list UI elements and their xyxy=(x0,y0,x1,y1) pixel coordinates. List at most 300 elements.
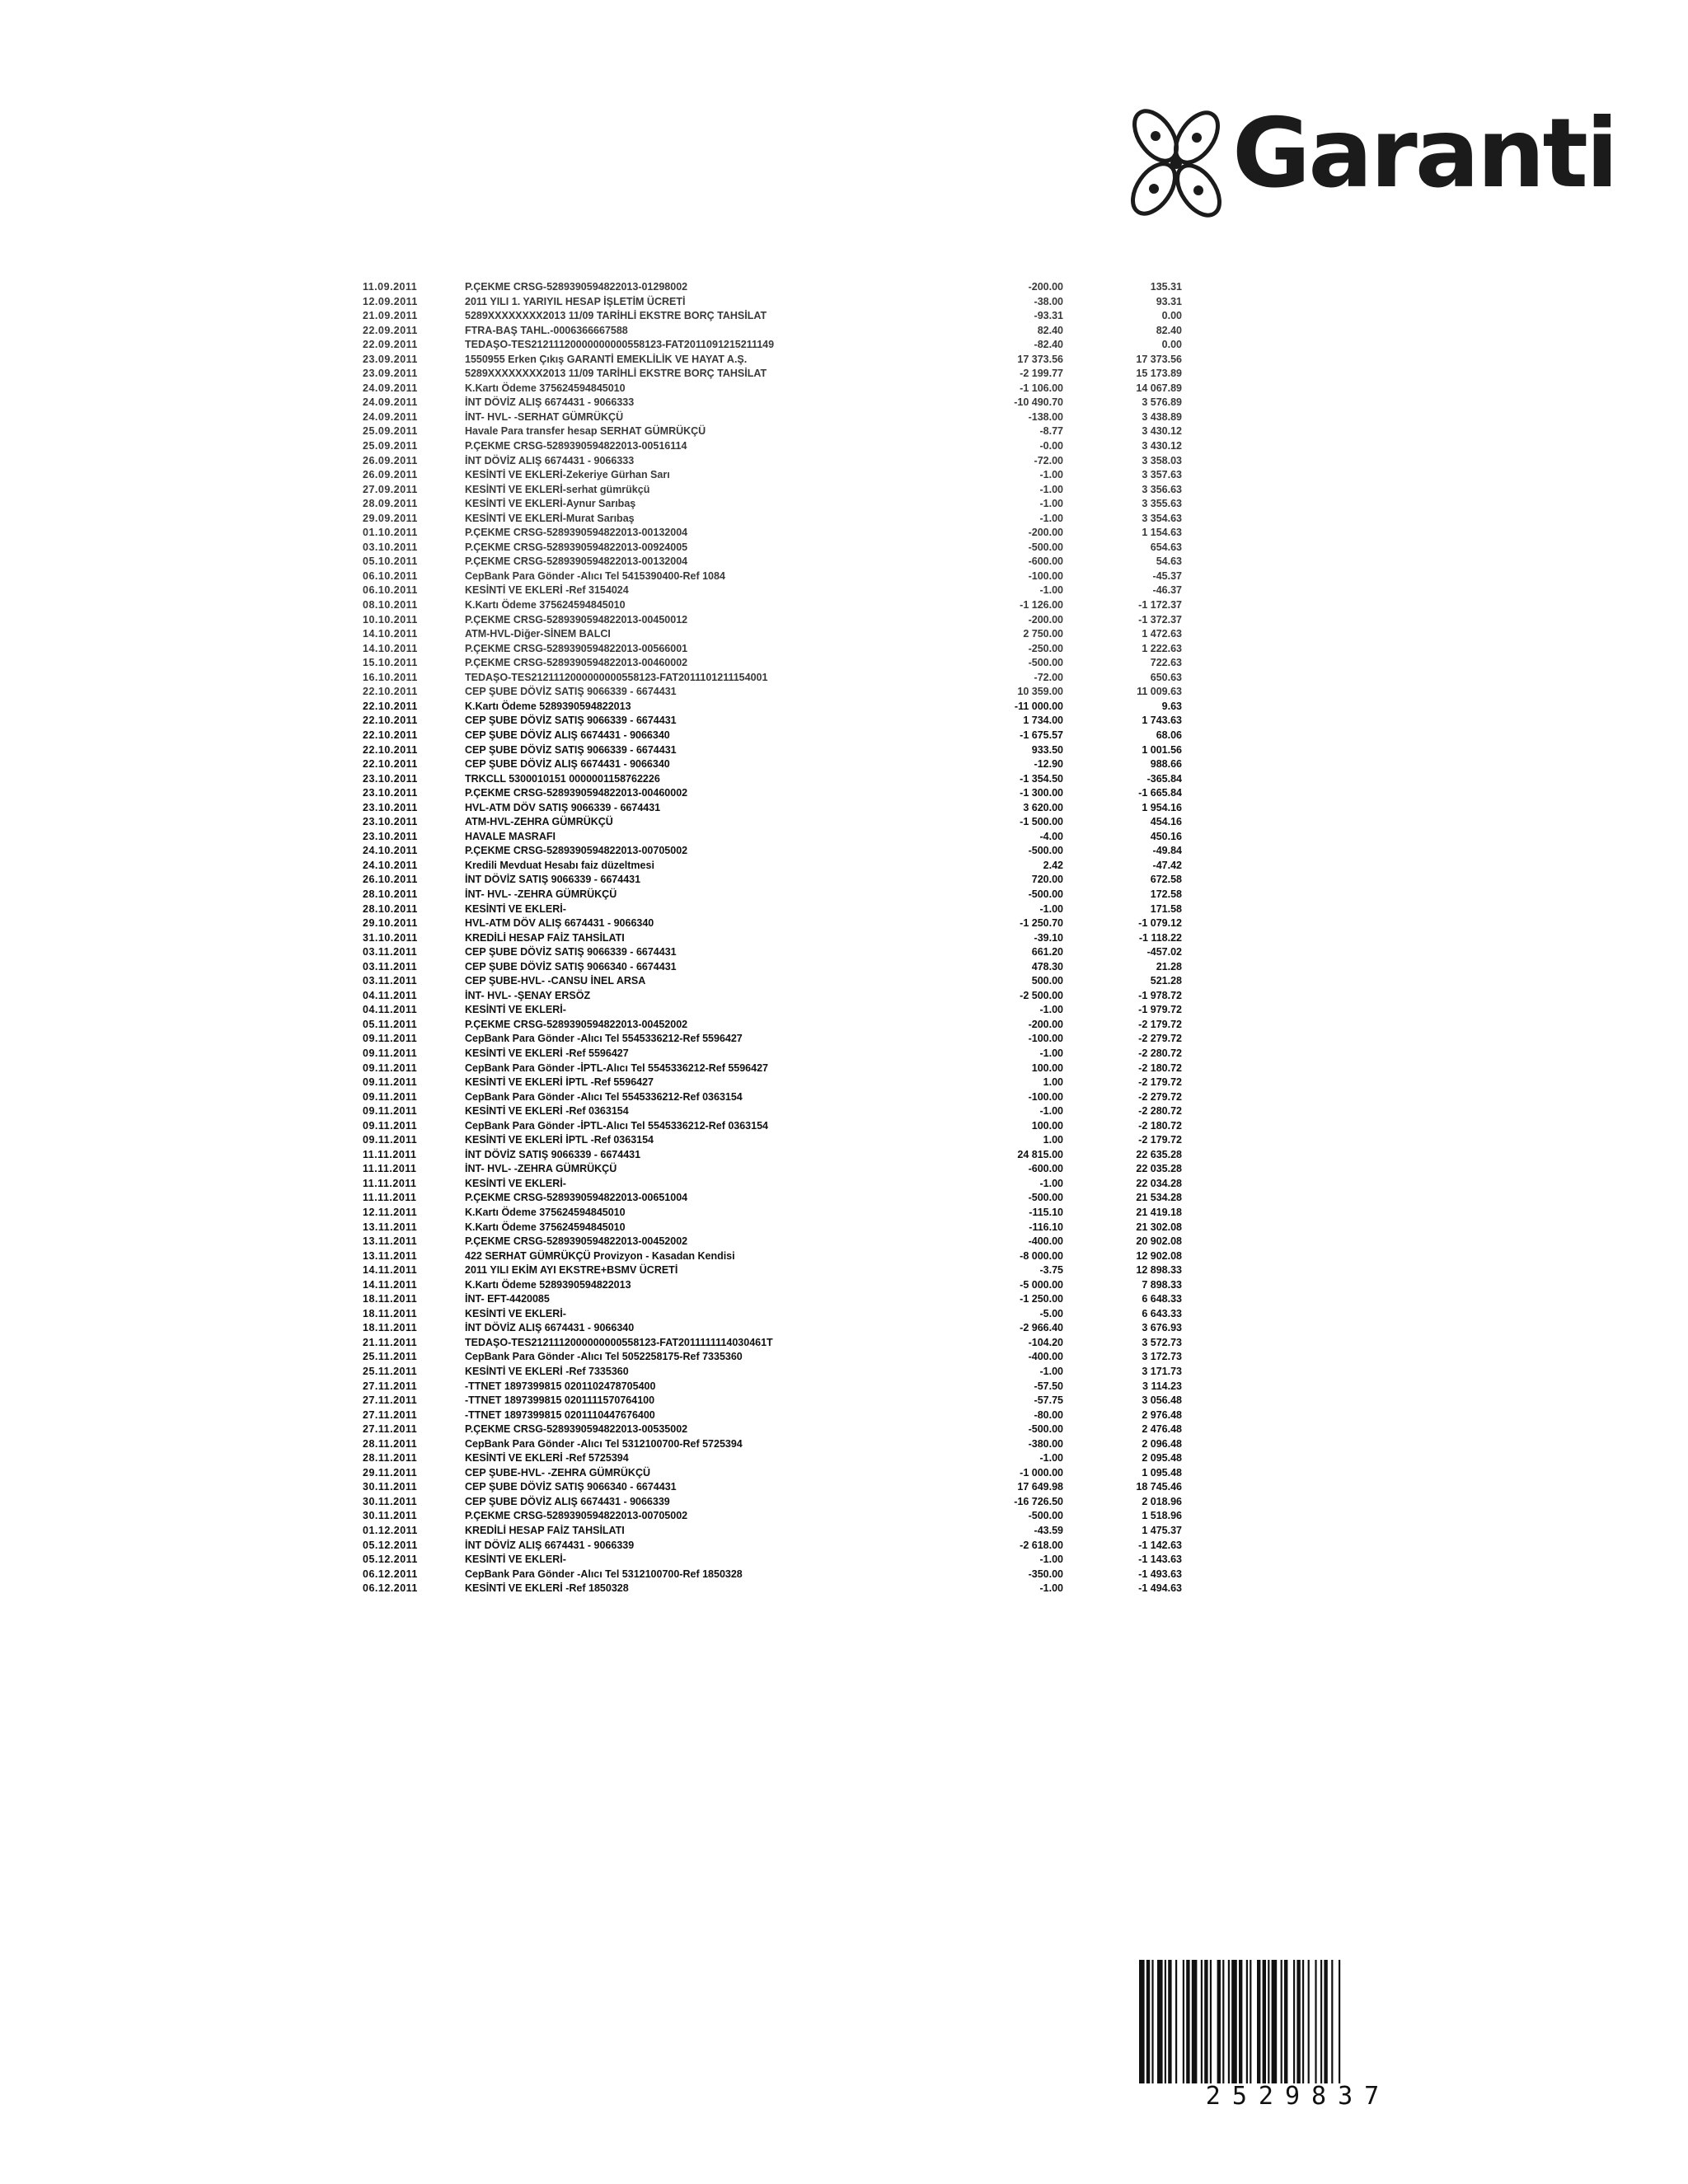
transaction-amount: -116.10 xyxy=(1029,1221,1063,1233)
transaction-amount: -8.77 xyxy=(1039,425,1063,438)
transaction-description: İNT- HVL- -ZEHRA GÜMRÜKÇÜ xyxy=(465,1163,617,1175)
transaction-date: 14.11.2011 xyxy=(363,1278,418,1291)
transaction-amount: -93.31 xyxy=(1034,310,1063,322)
transaction-balance: 22 635.28 xyxy=(1136,1148,1182,1160)
transaction-date: 22.09.2011 xyxy=(363,324,418,336)
transaction-balance: -1 372.37 xyxy=(1138,613,1182,626)
transaction-amount: -500.00 xyxy=(1028,1192,1063,1204)
transaction-date: 14.11.2011 xyxy=(363,1264,418,1277)
barcode-bar xyxy=(1186,1960,1189,2083)
transaction-row xyxy=(363,1133,1195,1148)
transaction-date: 26.09.2011 xyxy=(363,454,418,466)
transaction-date: 11.11.2011 xyxy=(363,1148,417,1160)
transaction-row xyxy=(363,1422,1195,1437)
transaction-description: KESİNTİ VE EKLERİ- xyxy=(465,902,566,915)
barcode-bar xyxy=(1165,1960,1166,2083)
transaction-row xyxy=(363,1076,1195,1090)
transaction-row xyxy=(363,786,1195,801)
transaction-date: 14.10.2011 xyxy=(363,642,418,654)
transaction-row xyxy=(363,873,1195,888)
transaction-amount: 100.00 xyxy=(1031,1119,1063,1132)
transaction-description: CepBank Para Gönder -Alıcı Tel 5415390400-Ref 1084 xyxy=(465,569,725,582)
barcode-bar xyxy=(1284,1960,1287,2083)
transaction-balance: 171.58 xyxy=(1150,902,1182,915)
transaction-balance: 3 172.73 xyxy=(1142,1351,1182,1363)
transaction-date: 10.10.2011 xyxy=(363,613,418,626)
transaction-date: 12.11.2011 xyxy=(363,1207,418,1218)
transaction-description: P.ÇEKME CRSG-5289390594822013-00450012 xyxy=(465,613,688,626)
transaction-date: 23.10.2011 xyxy=(363,787,418,799)
transaction-amount: -39.10 xyxy=(1034,931,1063,944)
brand-name: Garanti xyxy=(1232,98,1616,209)
transaction-row xyxy=(363,468,1195,483)
transaction-date: 11.09.2011 xyxy=(363,281,418,293)
transaction-amount: -82.40 xyxy=(1034,339,1063,351)
transaction-balance: 3 056.48 xyxy=(1142,1394,1182,1407)
barcode-bar xyxy=(1231,1960,1237,2083)
transaction-date: 05.12.2011 xyxy=(363,1539,418,1551)
transaction-amount: -100.00 xyxy=(1028,1033,1063,1045)
barcode-bar xyxy=(1183,1960,1184,2083)
transaction-row xyxy=(363,497,1195,512)
transaction-amount: -1.00 xyxy=(1039,1452,1063,1465)
transaction-row xyxy=(363,454,1195,469)
transaction-row xyxy=(363,613,1195,628)
transaction-amount: 1 734.00 xyxy=(1023,715,1063,727)
transaction-date: 27.11.2011 xyxy=(363,1380,418,1392)
transaction-date: 25.09.2011 xyxy=(363,425,418,438)
barcode-bar xyxy=(1168,1960,1171,2083)
transaction-date: 22.10.2011 xyxy=(363,758,418,771)
transaction-date: 13.11.2011 xyxy=(363,1235,418,1248)
transaction-date: 25.11.2011 xyxy=(363,1351,418,1363)
transaction-balance: 6 643.33 xyxy=(1142,1307,1182,1319)
transaction-date: 22.10.2011 xyxy=(363,686,418,698)
transaction-date: 28.11.2011 xyxy=(363,1437,418,1450)
transaction-date: 18.11.2011 xyxy=(363,1322,418,1334)
transaction-amount: -104.20 xyxy=(1028,1336,1063,1348)
transaction-amount: 17 649.98 xyxy=(1017,1481,1063,1493)
transaction-row xyxy=(363,1177,1195,1192)
transaction-amount: -1.00 xyxy=(1039,1105,1063,1118)
transaction-date: 11.11.2011 xyxy=(363,1192,417,1204)
transaction-description: İNT DÖVİZ ALIŞ 6674431 - 9066333 xyxy=(465,396,635,409)
transaction-row xyxy=(363,1104,1195,1119)
transaction-row xyxy=(363,483,1195,498)
transaction-balance: 654.63 xyxy=(1150,541,1182,553)
transaction-description: KESİNTİ VE EKLERİ- xyxy=(465,1004,566,1016)
transaction-row xyxy=(363,1466,1195,1481)
transaction-description: KESİNTİ VE EKLERİ -Ref 0363154 xyxy=(465,1105,629,1118)
transaction-amount: -1.00 xyxy=(1039,584,1063,597)
transaction-date: 27.09.2011 xyxy=(363,483,418,495)
transaction-description: KESİNTİ VE EKLERİ-Zekeriye Gürhan Sarı xyxy=(465,469,670,481)
transaction-amount: -8 000.00 xyxy=(1020,1249,1063,1262)
transaction-date: 11.11.2011 xyxy=(363,1177,417,1189)
transaction-amount: 933.50 xyxy=(1031,743,1063,756)
transaction-description: 2011 YILI EKİM AYI EKSTRE+BSMV ÜCRETİ xyxy=(465,1264,678,1277)
transaction-description: P.ÇEKME CRSG-5289390594822013-00132004 xyxy=(465,527,688,539)
transaction-amount: -57.50 xyxy=(1034,1380,1063,1392)
transaction-description: P.ÇEKME CRSG-5289390594822013-00460002 xyxy=(465,787,688,799)
transaction-description: P.ÇEKME CRSG-5289390594822013-00452002 xyxy=(465,1235,688,1248)
transaction-date: 03.11.2011 xyxy=(363,975,418,987)
transaction-balance: 21 419.18 xyxy=(1136,1207,1182,1218)
transaction-date: 27.11.2011 xyxy=(363,1423,418,1436)
transaction-date: 08.10.2011 xyxy=(363,599,418,612)
transaction-amount: 1.00 xyxy=(1043,1134,1063,1146)
transaction-description: İNT DÖVİZ ALIŞ 6674431 - 9066333 xyxy=(465,454,635,466)
transaction-balance: -2 280.72 xyxy=(1138,1105,1182,1118)
transaction-amount: 2 750.00 xyxy=(1023,628,1063,640)
transaction-amount: 82.40 xyxy=(1037,324,1063,336)
transaction-amount: 478.30 xyxy=(1031,960,1063,972)
transaction-balance: 3 430.12 xyxy=(1142,425,1182,438)
transaction-description: FTRA-BAŞ TAHL.-0006366667588 xyxy=(465,324,628,336)
transaction-row xyxy=(363,1263,1195,1278)
transaction-balance: 1 222.63 xyxy=(1142,642,1182,654)
transaction-description: İNT DÖVİZ SATIŞ 9066339 - 6674431 xyxy=(465,1148,641,1160)
transaction-balance: -46.37 xyxy=(1152,584,1182,597)
transaction-row xyxy=(363,424,1195,439)
transaction-date: 26.09.2011 xyxy=(363,469,418,481)
transaction-amount: 3 620.00 xyxy=(1023,801,1063,813)
transaction-balance: 3 358.03 xyxy=(1142,454,1182,466)
transaction-row xyxy=(363,902,1195,917)
transaction-row xyxy=(363,353,1195,368)
transaction-balance: 82.40 xyxy=(1156,324,1182,336)
transaction-date: 24.10.2011 xyxy=(363,859,418,871)
transaction-balance: 1 095.48 xyxy=(1142,1466,1182,1479)
transaction-row xyxy=(363,1495,1195,1510)
transaction-amount: -1.00 xyxy=(1039,512,1063,524)
transaction-description: HVL-ATM DÖV SATIŞ 9066339 - 6674431 xyxy=(465,801,661,813)
transaction-description: K.Kartı Ödeme 5289390594822013 xyxy=(465,1278,631,1291)
transaction-date: 09.11.2011 xyxy=(363,1090,418,1103)
transaction-amount: 720.00 xyxy=(1031,874,1063,886)
transaction-balance: -1 979.72 xyxy=(1138,1004,1182,1016)
barcode-bar xyxy=(1210,1960,1212,2083)
barcode-number: 2529837 xyxy=(1205,2082,1391,2111)
transaction-balance: -1 142.63 xyxy=(1138,1539,1182,1551)
transaction-date: 09.11.2011 xyxy=(363,1062,418,1074)
transaction-balance: 0.00 xyxy=(1161,310,1182,322)
transaction-row xyxy=(363,729,1195,743)
transaction-amount: -1 250.70 xyxy=(1020,917,1063,930)
transaction-row xyxy=(363,830,1195,845)
transaction-date: 28.09.2011 xyxy=(363,498,418,510)
transaction-balance: 93.31 xyxy=(1156,295,1182,307)
transaction-description: KESİNTİ VE EKLERİ- xyxy=(465,1554,566,1566)
transaction-row xyxy=(363,931,1195,946)
transaction-amount: 661.20 xyxy=(1031,946,1063,958)
transaction-amount: -1.00 xyxy=(1039,1554,1063,1566)
transaction-row xyxy=(363,714,1195,729)
transaction-row xyxy=(363,1003,1195,1018)
transaction-balance: 18 745.46 xyxy=(1136,1481,1182,1493)
barcode-bar xyxy=(1315,1960,1316,2083)
transaction-description: CepBank Para Gönder -Alıcı Tel 5312100700-Ref 1850328 xyxy=(465,1568,743,1580)
transaction-balance: 3 356.63 xyxy=(1142,483,1182,495)
transaction-description: P.ÇEKME CRSG-5289390594822013-00460002 xyxy=(465,657,688,669)
barcode-bar xyxy=(1293,1960,1295,2083)
transaction-description: İNT- HVL- -ŞENAY ERSÖZ xyxy=(465,989,591,1001)
transaction-description: KESİNTİ VE EKLERİ- xyxy=(465,1177,566,1189)
transaction-row xyxy=(363,859,1195,874)
transaction-description: -TTNET 1897399815 0201102478705400 xyxy=(465,1380,656,1392)
transaction-row xyxy=(363,700,1195,715)
transaction-description: K.Kartı Ödeme 375624594845010 xyxy=(465,1207,626,1218)
transaction-date: 31.10.2011 xyxy=(363,931,418,944)
transaction-row xyxy=(363,801,1195,816)
transaction-date: 09.11.2011 xyxy=(363,1134,418,1146)
transaction-date: 28.10.2011 xyxy=(363,902,418,915)
barcode-bar xyxy=(1192,1960,1198,2083)
transaction-description: TEDAŞO-TES2121112000000000558123-FAT2011101211154001 xyxy=(465,671,768,683)
transaction-balance: 988.66 xyxy=(1150,758,1182,771)
transaction-amount: -2 966.40 xyxy=(1020,1322,1063,1334)
transaction-description: K.Kartı Ödeme 375624594845010 xyxy=(465,1221,626,1233)
transaction-balance: 3 114.23 xyxy=(1142,1380,1182,1392)
transaction-date: 23.10.2011 xyxy=(363,801,418,813)
transaction-row xyxy=(363,541,1195,555)
transaction-date: 09.11.2011 xyxy=(363,1033,418,1045)
transaction-row xyxy=(363,1568,1195,1582)
transaction-description: P.ÇEKME CRSG-5289390594822013-00651004 xyxy=(465,1192,688,1204)
transaction-amount: -1 126.00 xyxy=(1020,599,1063,612)
barcode-bar xyxy=(1175,1960,1177,2083)
transaction-description: TEDAŞO-TES2121112000000000558123-FAT2011111114030461T xyxy=(465,1336,773,1348)
transaction-balance: 0.00 xyxy=(1161,339,1182,351)
transaction-description: KESİNTİ VE EKLERİ-Aynur Sarıbaş xyxy=(465,498,636,510)
barcode-bar xyxy=(1324,1960,1327,2083)
transaction-date: 13.11.2011 xyxy=(363,1221,418,1233)
transaction-balance: 172.58 xyxy=(1150,888,1182,900)
transaction-balance: 135.31 xyxy=(1150,281,1182,293)
barcode-bar xyxy=(1320,1960,1322,2083)
barcode-bar xyxy=(1239,1960,1242,2083)
transaction-row xyxy=(363,671,1195,686)
transaction-balance: 21 302.08 xyxy=(1136,1221,1182,1233)
transaction-amount: -1 250.00 xyxy=(1020,1293,1063,1305)
transaction-balance: 3 357.63 xyxy=(1142,469,1182,481)
transaction-row xyxy=(363,743,1195,758)
transaction-row xyxy=(363,1539,1195,1554)
transaction-amount: -1.00 xyxy=(1039,469,1063,481)
transaction-row xyxy=(363,1553,1195,1568)
transaction-amount: -138.00 xyxy=(1028,410,1063,423)
transaction-date: 22.10.2011 xyxy=(363,715,418,727)
transaction-row xyxy=(363,1047,1195,1062)
transaction-amount: -115.10 xyxy=(1029,1207,1063,1218)
transaction-amount: -1 675.57 xyxy=(1020,729,1063,741)
transaction-description: P.ÇEKME CRSG-5289390594822013-00452002 xyxy=(465,1018,688,1030)
transaction-amount: -2 618.00 xyxy=(1020,1539,1063,1551)
transaction-description: P.ÇEKME CRSG-5289390594822013-00132004 xyxy=(465,555,688,568)
transaction-row xyxy=(363,960,1195,975)
transaction-balance: 12 898.33 xyxy=(1136,1264,1182,1277)
transaction-amount: -11 000.00 xyxy=(1014,700,1063,712)
transaction-date: 30.11.2011 xyxy=(363,1495,418,1507)
transaction-balance: -2 279.72 xyxy=(1138,1033,1182,1045)
transaction-amount: -500.00 xyxy=(1028,541,1063,553)
transaction-balance: 2 096.48 xyxy=(1142,1437,1182,1450)
transaction-balance: -1 079.12 xyxy=(1138,917,1182,930)
transaction-description: 5289XXXXXXXX2013 11/09 TARİHLİ EKSTRE BORÇ TAHSİLAT xyxy=(465,368,767,380)
barcode-bar xyxy=(1204,1960,1207,2083)
transaction-description: KESİNTİ VE EKLERİ-serhat gümrükçü xyxy=(465,483,650,495)
transaction-row xyxy=(363,1292,1195,1307)
transaction-balance: 1 954.16 xyxy=(1142,801,1182,813)
transaction-amount: -1 106.00 xyxy=(1020,382,1063,394)
transaction-date: 06.12.2011 xyxy=(363,1568,418,1580)
barcode-bar xyxy=(1296,1960,1300,2083)
transaction-description: Havale Para transfer hesap SERHAT GÜMRÜKÇÜ xyxy=(465,425,706,438)
transaction-description: KESİNTİ VE EKLERİ -Ref 7335360 xyxy=(465,1366,629,1378)
barcode-bar xyxy=(1157,1960,1163,2083)
transaction-date: 12.09.2011 xyxy=(363,295,418,307)
transaction-description: KREDİLİ HESAP FAİZ TAHSİLATI xyxy=(465,931,625,944)
barcode-bar xyxy=(1228,1960,1230,2083)
transaction-balance: 6 648.33 xyxy=(1142,1293,1182,1305)
transaction-date: 06.10.2011 xyxy=(363,584,418,597)
transaction-date: 23.10.2011 xyxy=(363,830,418,842)
transaction-amount: 24 815.00 xyxy=(1017,1148,1063,1160)
transaction-description: KESİNTİ VE EKLERİ -Ref 3154024 xyxy=(465,584,629,597)
transaction-balance: 1 475.37 xyxy=(1142,1525,1182,1537)
transaction-description: KESİNTİ VE EKLERİ -Ref 5725394 xyxy=(465,1452,629,1465)
transaction-description: Kredili Mevduat Hesabı faiz düzeltmesi xyxy=(465,859,654,871)
transaction-amount: -3.75 xyxy=(1039,1264,1063,1277)
transaction-balance: -49.84 xyxy=(1152,845,1182,857)
transaction-balance: -1 665.84 xyxy=(1138,787,1182,799)
transaction-row xyxy=(363,1032,1195,1047)
transaction-description: P.ÇEKME CRSG-5289390594822013-00566001 xyxy=(465,642,688,654)
transaction-amount: -500.00 xyxy=(1028,888,1063,900)
transaction-row xyxy=(363,382,1195,396)
transaction-date: 23.10.2011 xyxy=(363,772,418,785)
transaction-date: 22.09.2011 xyxy=(363,339,418,351)
transaction-row xyxy=(363,1321,1195,1336)
transaction-description: P.ÇEKME CRSG-5289390594822013-00705002 xyxy=(465,845,688,857)
transaction-row xyxy=(363,598,1195,613)
transaction-balance: 2 976.48 xyxy=(1142,1408,1182,1421)
barcode-bar xyxy=(1139,1960,1145,2083)
transaction-date: 06.10.2011 xyxy=(363,569,418,582)
transaction-row xyxy=(363,1365,1195,1380)
transaction-amount: -1.00 xyxy=(1039,1177,1063,1189)
transaction-date: 28.10.2011 xyxy=(363,888,418,900)
transaction-balance: -1 172.37 xyxy=(1138,599,1182,612)
transaction-description: ATM-HVL-ZEHRA GÜMRÜKÇÜ xyxy=(465,816,613,828)
transaction-balance: 7 898.33 xyxy=(1142,1278,1182,1291)
transaction-description: KESİNTİ VE EKLERİ- xyxy=(465,1307,566,1319)
transaction-balance: 11 009.63 xyxy=(1137,686,1182,698)
barcode-bar xyxy=(1146,1960,1150,2083)
transaction-row xyxy=(363,1394,1195,1408)
transaction-row xyxy=(363,1249,1195,1264)
transaction-row xyxy=(363,1148,1195,1163)
transaction-date: 15.10.2011 xyxy=(363,657,418,669)
barcode-bar xyxy=(1217,1960,1221,2083)
transaction-amount: -100.00 xyxy=(1028,1090,1063,1103)
transaction-row xyxy=(363,1191,1195,1206)
transaction-row xyxy=(363,1451,1195,1466)
transaction-amount: -72.00 xyxy=(1034,671,1063,683)
transaction-row xyxy=(363,772,1195,787)
barcode-bar xyxy=(1339,1960,1340,2083)
transaction-amount: -4.00 xyxy=(1039,830,1063,842)
transaction-balance: -2 180.72 xyxy=(1138,1119,1182,1132)
barcode-bar xyxy=(1331,1960,1333,2083)
transaction-row xyxy=(363,1437,1195,1452)
barcode-bars xyxy=(1136,1960,1449,2083)
transaction-description: KESİNTİ VE EKLERİ-Murat Sarıbaş xyxy=(465,512,635,524)
transaction-balance: 3 354.63 xyxy=(1142,512,1182,524)
transaction-amount: 10 359.00 xyxy=(1017,686,1063,698)
transaction-row xyxy=(363,916,1195,931)
transaction-row xyxy=(363,945,1195,960)
transaction-row xyxy=(363,512,1195,527)
transaction-row xyxy=(363,1278,1195,1293)
transaction-date: 09.11.2011 xyxy=(363,1047,418,1059)
barcode-bar xyxy=(1246,1960,1248,2083)
transaction-amount: -100.00 xyxy=(1028,569,1063,582)
transaction-row xyxy=(363,1090,1195,1105)
transaction-date: 22.10.2011 xyxy=(363,729,418,741)
transaction-amount: -600.00 xyxy=(1028,1163,1063,1175)
transaction-date: 05.11.2011 xyxy=(363,1018,418,1030)
transaction-amount: -200.00 xyxy=(1028,281,1063,293)
transaction-amount: 1.00 xyxy=(1043,1076,1063,1089)
transaction-date: 23.09.2011 xyxy=(363,353,418,365)
transaction-balance: 3 572.73 xyxy=(1142,1336,1182,1348)
transaction-date: 24.09.2011 xyxy=(363,410,418,423)
transaction-date: 27.11.2011 xyxy=(363,1408,418,1421)
transaction-balance: 3 438.89 xyxy=(1142,410,1182,423)
transaction-description: TRKCLL 5300010151 0000001158762226 xyxy=(465,772,660,785)
transaction-row xyxy=(363,1062,1195,1076)
transaction-date: 24.09.2011 xyxy=(363,382,418,394)
transaction-balance: 3 676.93 xyxy=(1142,1322,1182,1334)
transaction-balance: -2 179.72 xyxy=(1138,1134,1182,1146)
transaction-row xyxy=(363,1480,1195,1495)
transaction-amount: -2 199.77 xyxy=(1020,368,1063,380)
transaction-row xyxy=(363,656,1195,671)
transaction-row xyxy=(363,844,1195,859)
barcode-bar xyxy=(1263,1960,1266,2083)
transaction-description: KESİNTİ VE EKLERİ İPTL -Ref 0363154 xyxy=(465,1134,654,1146)
transaction-amount: -250.00 xyxy=(1028,642,1063,654)
transaction-description: P.ÇEKME CRSG-5289390594822013-00516114 xyxy=(465,440,687,452)
transaction-amount: -1.00 xyxy=(1039,1047,1063,1059)
transaction-balance: -1 494.63 xyxy=(1138,1582,1182,1595)
transaction-row xyxy=(363,309,1195,324)
transaction-row xyxy=(363,1509,1195,1524)
transaction-balance: -2 279.72 xyxy=(1138,1090,1182,1103)
transaction-amount: -1 300.00 xyxy=(1020,787,1063,799)
transaction-row xyxy=(363,1307,1195,1322)
transaction-date: 04.11.2011 xyxy=(363,989,418,1001)
transaction-row xyxy=(363,685,1195,700)
transaction-description: P.ÇEKME CRSG-5289390594822013-00535002 xyxy=(465,1423,688,1436)
transaction-description: İNT DÖVİZ ALIŞ 6674431 - 9066340 xyxy=(465,1322,635,1334)
transaction-row xyxy=(363,1336,1195,1351)
transaction-row xyxy=(363,367,1195,382)
transaction-date: 30.11.2011 xyxy=(363,1481,418,1493)
transaction-amount: -500.00 xyxy=(1028,657,1063,669)
transaction-row xyxy=(363,1206,1195,1221)
